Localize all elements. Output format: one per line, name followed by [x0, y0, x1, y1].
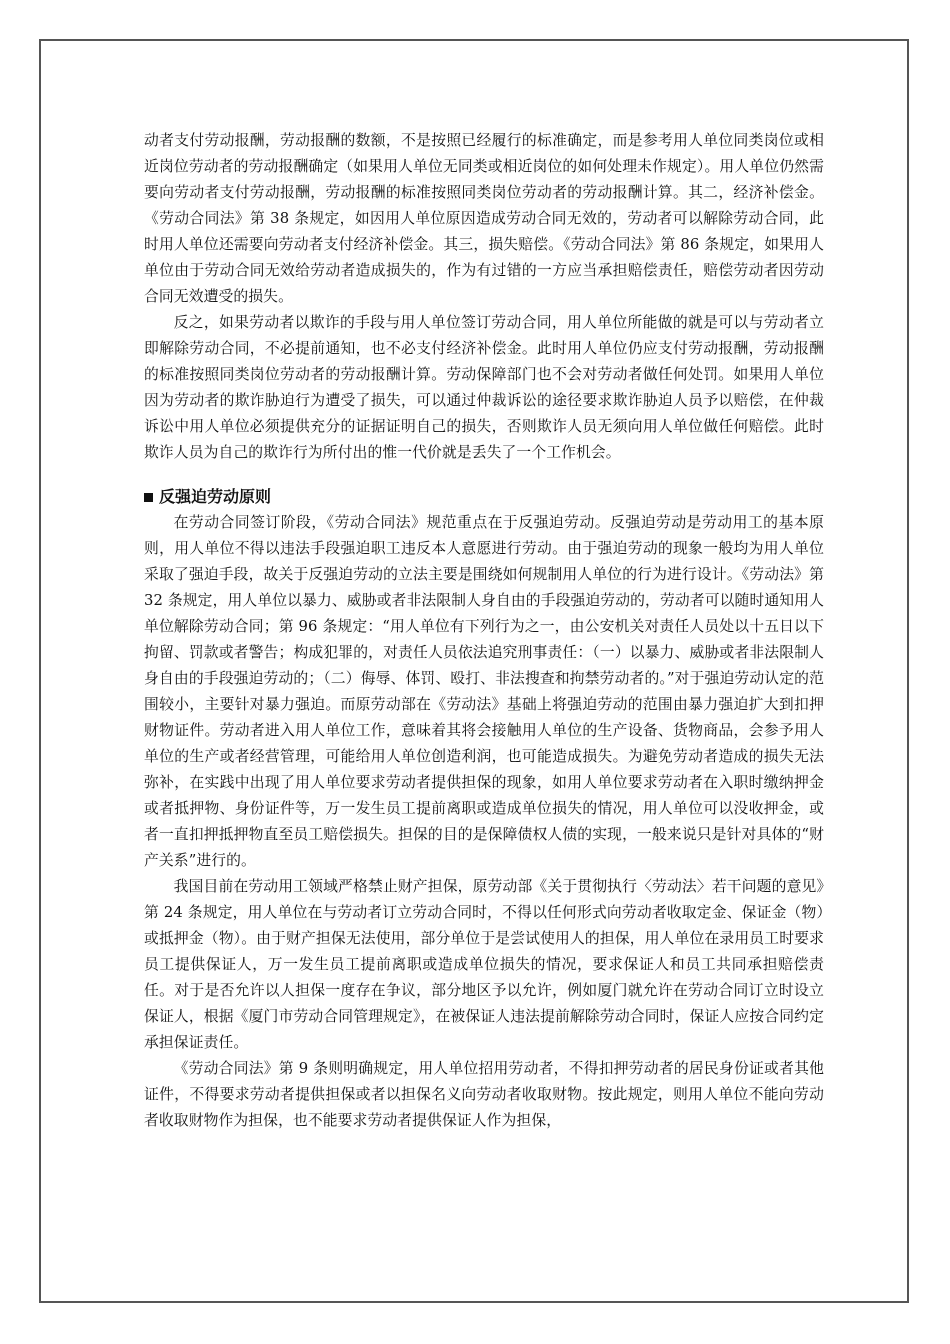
paragraph-3: 在劳动合同签订阶段，《劳动合同法》规范重点在于反强迫劳动。反强迫劳动是劳动用工的基本原则，用人单位不得以违法手段强迫职工违反本人意愿进行劳动。由于强迫劳动的现象一般均为用人单位采取了强迫手段，故关于反强迫劳动的立法主要是围绕如何规制用人单位的行为进行设计。《劳动法》第 32 条规定，用人单位以暴力、威胁或者非法限制人身自由的手段强迫劳动的，劳动者可以随时通知用人单位解除劳动合同；第 96 条规定：“用人单位有下列行为之一，由公安机关对责任人员处以十五日以下拘留、罚款或者警告；构成犯罪的，对责任人员依法追究刑事责任：（一）以暴力、威胁或者非法限制人身自由的手段强迫劳动的；（二）侮辱、体罚、殴打、非法搜查和拘禁劳动者的。”对于强迫劳动认定的范围较小，主要针对暴力强迫。而原劳动部在《劳动法》基础上将强迫劳动的范围由暴力强迫扩大到扣押财物证件。劳动者进入用人单位工作，意味着其将会接触用人单位的生产设备、货物商品，会参予用人单位的生产或者经营管理，可能给用人单位创造利润，也可能造成损失。为避免劳动者造成的损失无法弥补，在实践中出现了用人单位要求劳动者提供担保的现象，如用人单位要求劳动者在入职时缴纳押金或者抵押物、身份证件等，万一发生员工提前离职或造成单位损失的情况，用人单位可以没收押金，或者一直扣押抵押物直至员工赔偿损失。担保的目的是保障债权人债的实现，一般来说只是针对具体的“财产关系”进行的。	[144, 514, 824, 869]
paragraph-4: 我国目前在劳动用工领域严格禁止财产担保，原劳动部《关于贯彻执行〈劳动法〉若干问题的意见》第 24 条规定，用人单位在与劳动者订立劳动合同时，不得以任何形式向劳动者收取定金、保证金（物）或抵押金（物）。由于财产担保无法使用，部分单位于是尝试使用人的担保，用人单位在录用员工时要求员工提供保证人，万一发生员工提前离职或造成单位损失的情况，要求保证人和员工共同承担赔偿责任。对于是否允许以人担保一度存在争议，部分地区予以允许，例如厦门就允许在劳动合同订立时设立保证人，根据《厦门市劳动合同管理规定》，在被保证人违法提前解除劳动合同时，保证人应按合同约定承担保证责任。	[144, 878, 824, 1051]
document-body	[144, 128, 824, 1134]
black-square-icon	[144, 493, 153, 502]
section-heading	[144, 484, 824, 510]
section-heading-text: 反强迫劳动原则	[159, 487, 272, 506]
paragraph-5: 《劳动合同法》第 9 条则明确规定，用人单位招用劳动者，不得扣押劳动者的居民身份证或者其他证件，不得要求劳动者提供担保或者以担保名义向劳动者收取财物。按此规定，则用人单位不能向劳动者收取财物作为担保，也不能要求劳动者提供保证人作为担保，	[144, 1060, 824, 1129]
paragraph-2: 反之，如果劳动者以欺诈的手段与用人单位签订劳动合同，用人单位所能做的就是可以与劳动者立即解除劳动合同，不必提前通知，也不必支付经济补偿金。此时用人单位仍应支付劳动报酬，劳动报酬的标准按照同类岗位劳动者的劳动报酬计算。劳动保障部门也不会对劳动者做任何处罚。如果用人单位因为劳动者的欺诈胁迫行为遭受了损失，可以通过仲裁诉讼的途径要求欺诈胁迫人员予以赔偿，在仲裁诉讼中用人单位必须提供充分的证据证明自己的损失，否则欺诈人员无须向用人单位做任何赔偿。此时欺诈人员为自己的欺诈行为所付出的惟一代价就是丢失了一个工作机会。	[144, 314, 824, 461]
paragraph-1: 动者支付劳动报酬，劳动报酬的数额，不是按照已经履行的标准确定，而是参考用人单位同类岗位或相近岗位劳动者的劳动报酬确定（如果用人单位无同类或相近岗位的如何处理未作规定）。用人单位仍然需要向劳动者支付劳动报酬，劳动报酬的标准按照同类岗位劳动者的劳动报酬计算。其二，经济补偿金。《劳动合同法》第 38 条规定，如因用人单位原因造成劳动合同无效的，劳动者可以解除劳动合同，此时用人单位还需要向劳动者支付经济补偿金。其三，损失赔偿。《劳动合同法》第 86 条规定，如果用人单位由于劳动合同无效给劳动者造成损失的，作为有过错的一方应当承担赔偿责任，赔偿劳动者因劳动合同无效遭受的损失。	[144, 132, 824, 305]
